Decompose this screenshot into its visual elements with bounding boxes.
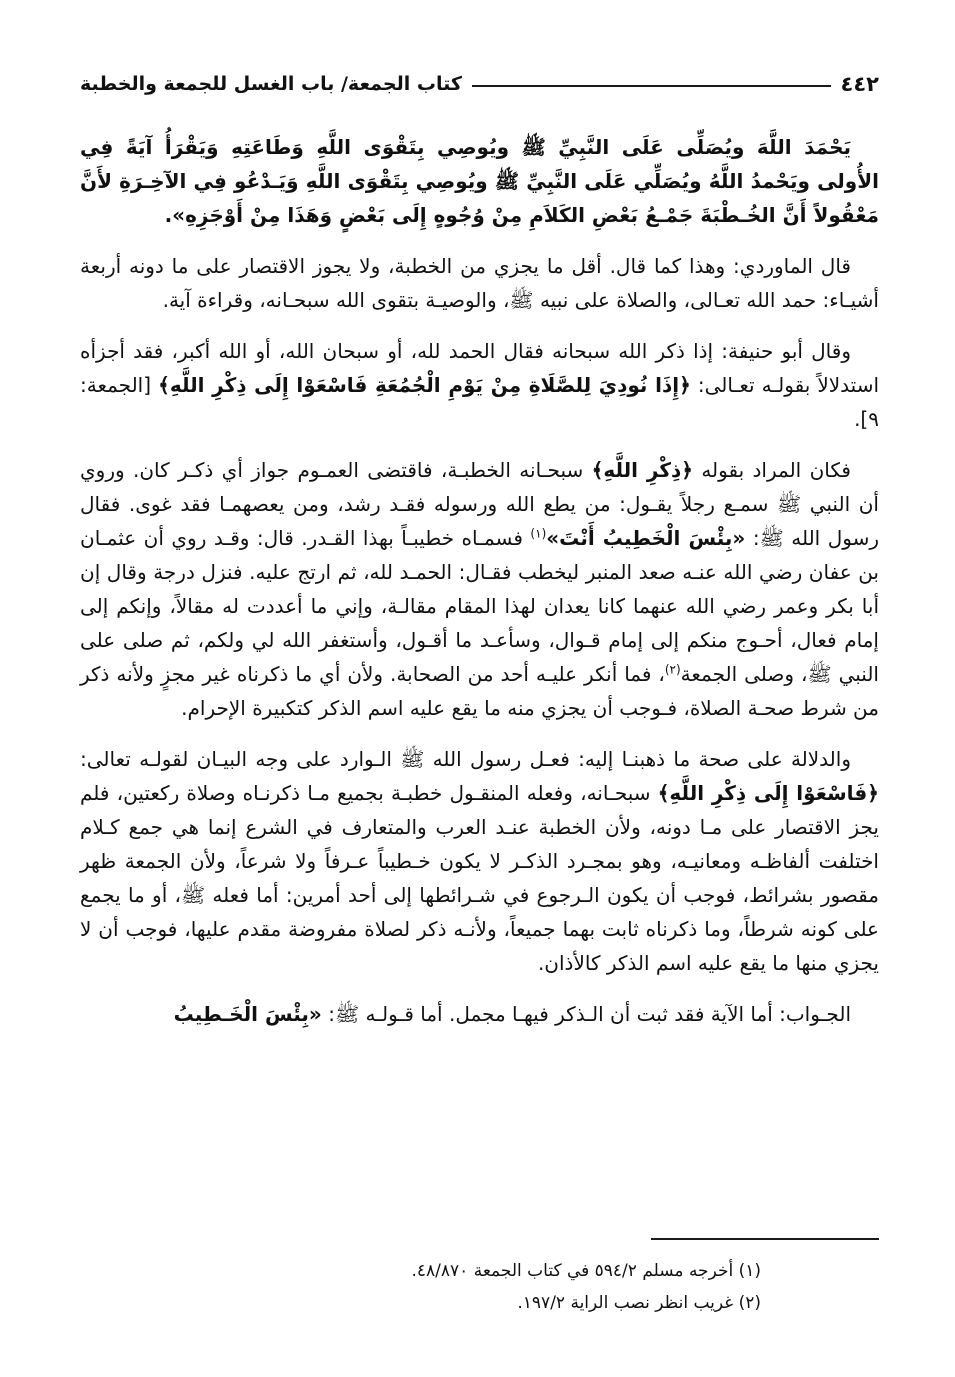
chapter-title: كتاب الجمعة/ باب الغسل للجمعة والخطبة bbox=[80, 73, 462, 95]
discussion-paragraph: فكان المراد بقوله ﴿ذِكْرِ اللَّهِ﴾ سبحـانه الخطبـة، فاقتضى العمـوم جواز أي ذكـر كان. وروي أن النبي ﷺ سمـع رجلاً يقـول: من يطع الله ورسوله فقـد رشد، ومن يعصهمـا فقد غوى. فقال رسول الله ﷺ: «بِئْسَ الْخَطِيبُ أَنْتَ»$^{(١)}$ فسمـاه خطيبـاً بهذا القـدر. قال: وقـد روي أن عثمـان بن عفان رضي الله عنـه صعد المنبر ليخطب فقـال: الحمـد لله، ثم ارتج عليه. فنزل درجة وقال إن أبا بكر وعمر رضي الله عنهما كانا يعدان لهذا المقام مقالـة، وإني ما أعددت له مقالاً، وإنكم إلى إمام فعال، أحـوج منكم إلى إمام قـوال، وسأعـد ما أقـول، وأستغفر الله لي ولكم، ثم صلى على النبي ﷺ، وصلى الجمعة$^{(٢)}$، فما أنكر عليـه أحد من الصحابة. ولأن أي ما ذكرناه غير مجزٍ ولأنه ذكر من شرط صحـة الصلاة، فـوجب أن يجزي منه ما يقع عليه اسم الذكر كتكبيرة الإحرام. bbox=[80, 458, 879, 720]
page-number: ٤٤٢ bbox=[840, 72, 879, 96]
matn-paragraph: يَحْمَدَ اللَّهَ ويُصَلِّى عَلَى النَّبِيِّ ﷺ ويُوصِي بِتَقْوَى اللَّهِ وَطَاعَتِهِ وَيَقْرَأُ آيَةً فِي الأُولى ويَحْمدُ اللَّهُ ويُصَلِّي عَلَى النَّبِيِّ ﷺ ويُوصِي بِتَقْوَى اللَّهِ وَيَـدْعُو فِي الآخِـرَةِ لأَنَّ مَعْقُولاً أَنَّ الخُـطْبَةَ جَمْـعُ بَعْضِ الكَلاَمِ مِنْ وُجُوهٍ إِلَى بَعْضٍ وَهَذَا مِنْ أَوْجَزِهِ». bbox=[80, 135, 879, 227]
footnote-1: (١) أخرجه مسلم ٥٩٤/٢ في كتاب الجمعة ٤٨/٨٧٠. bbox=[411, 1261, 761, 1282]
abu-hanifa-opinion-paragraph: وقال أبو حنيفة: إذا ذكر الله سبحانه فقال الحمد لله، أو سبحان الله، أو الله أكبر، فقد أجزأه استدلالاً بقولـه تعـالى: ﴿إِذَا نُودِيَ لِلصَّلَاةِ مِنْ يَوْمِ الْجُمُعَةِ فَاسْعَوْا إِلَى ذِكْرِ اللَّهِ﴾ [الجمعة: ٩]. bbox=[80, 339, 880, 431]
footnote-divider bbox=[651, 1238, 879, 1240]
header-rule bbox=[472, 85, 831, 87]
footnote-2: (٢) غريب انظر نصب الراية ١٩٧/٢. bbox=[517, 1292, 761, 1313]
evidence-paragraph: والدلالة على صحة ما ذهبنـا إليه: فعـل رسول الله ﷺ الـوارد على وجه البيـان لقولـه تعالى: ﴿فَاسْعَوْا إِلَى ذِكْرِ اللَّهِ﴾ سبحـانه، وفعله المنقـول خطبـة بجميع مـا ذكرنـاه وصلاة ركعتين، فلم يجز الاقتصار على مـا دونه، ولأن الخطبة عنـد العرب والمتعارف في الشرع إنما هي جمع كـلام اختلفت ألفاظـه ومعانيـه، وهو بمجـرد الذكـر لا يكون خـطيباً عـرفاً ولا شرعاً، ولأن الجمعة ظهر مقصور بشرائط، فوجب أن يكون الـرجوع في شـرائطها إلى أحد أمرين: أما فعله ﷺ، أو ما يجمع على كونه شرطاً، وما ذكرناه ثابت بهما جميعاً، ولأنـه ذكر لصلاة مفروضة مقدم عليها، فوجب أن لا يجزي منها ما يقع عليه اسم الذكر كالأذان. bbox=[80, 747, 879, 975]
footnotes-section bbox=[80, 1228, 879, 1319]
page-header bbox=[80, 72, 879, 96]
mawardi-comment-paragraph: قال الماوردي: وهذا كما قال. أقل ما يجزي من الخطبة، ولا يجوز الاقتصار على ما دونه أربعة أشيـاء: حمد الله تعـالى، والصلاة على نبيه ﷺ، والوصيـة بتقوى الله سبحـانه، وقراءة آية. bbox=[80, 254, 879, 312]
answer-paragraph: الجـواب: أما الآية فقد ثبت أن الـذكر فيهـا مجمل. أما قـولـه ﷺ: «بِئْسَ الْخَـطِيبُ bbox=[173, 1002, 851, 1026]
body-text bbox=[80, 130, 879, 1031]
